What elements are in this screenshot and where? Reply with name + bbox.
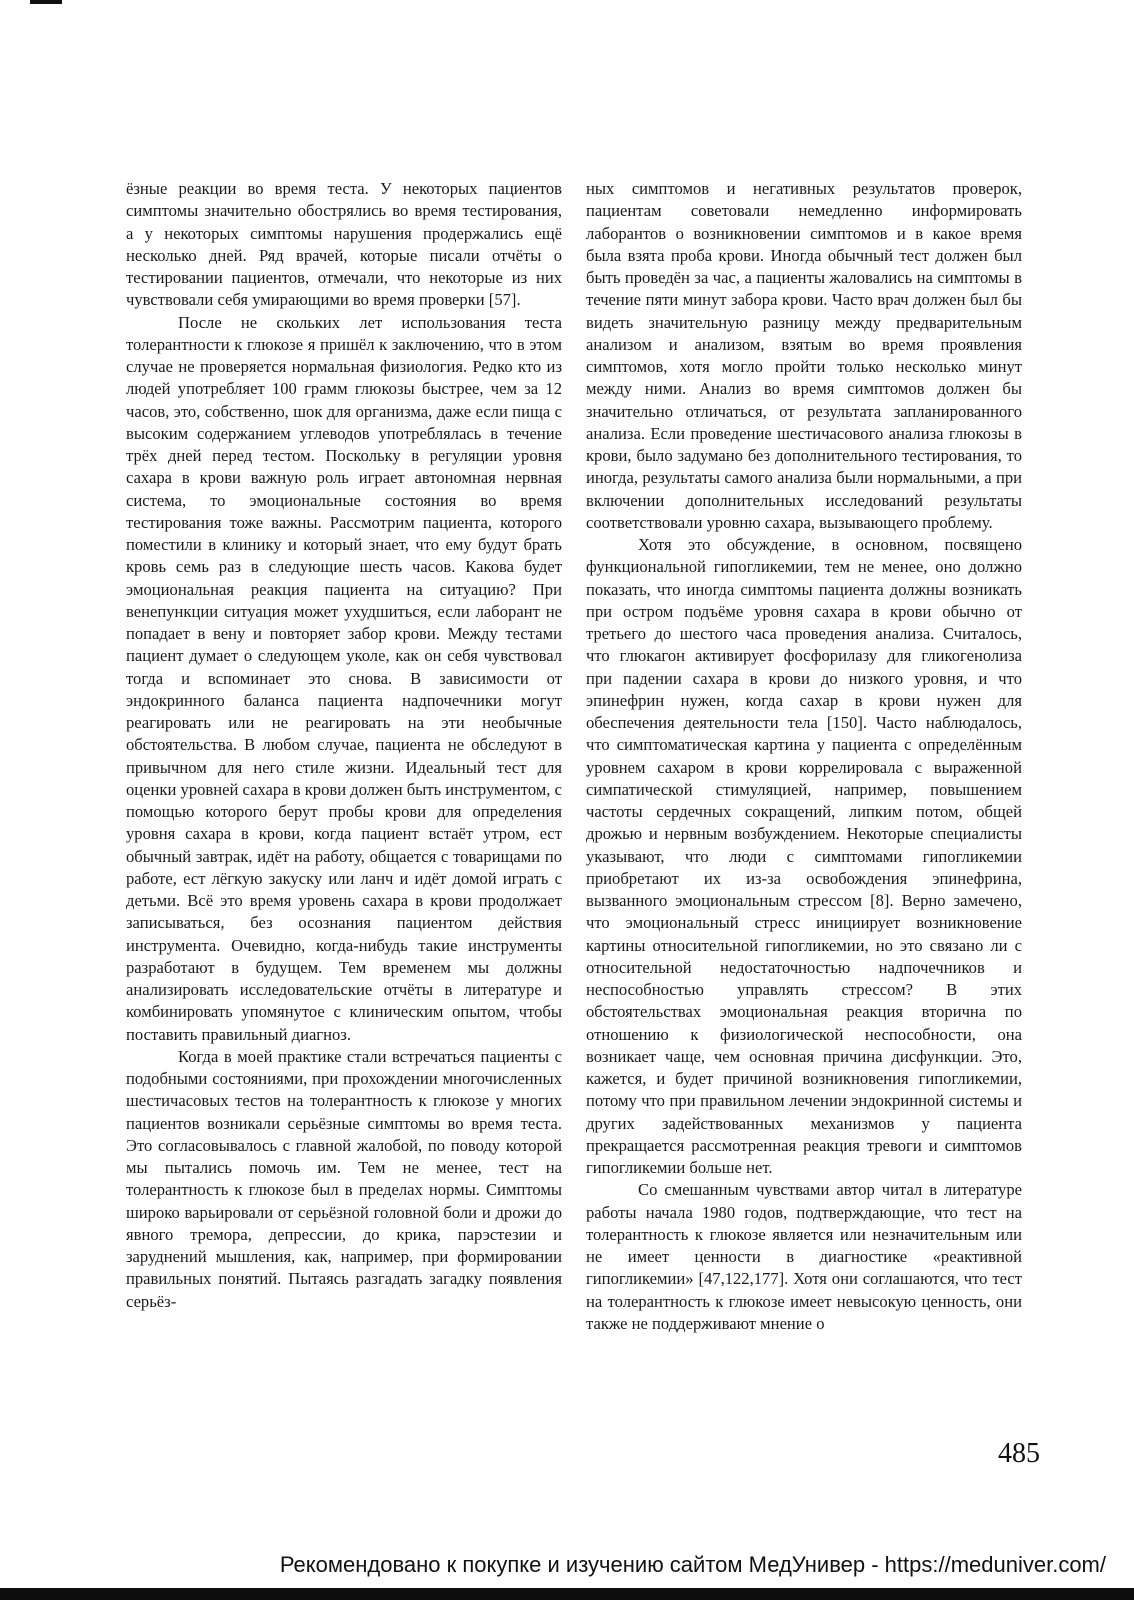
scan-bottom-border — [0, 1588, 1134, 1600]
right-text-column — [586, 178, 1022, 1335]
footer-recommendation: Рекомендовано к покупке и изучению сайтом МедУнивер - https://meduniver.com/ — [279, 1552, 1106, 1577]
left-paragraph-1: ёзные реакции во время теста. У некоторых пациентов симптомы значительно обострялись во время тестирования, а у некоторых симптомы нарушения продержались ещё несколько дней. Ряд врачей, которые писали отчёты о тестировании пациентов, отмечали, что некоторые из них чувствовали себя умирающими во время проверки [57]. — [126, 179, 562, 310]
right-paragraph-1: ных симптомов и негативных результатов проверок, пациентам советовали немедленно информировать лаборантов о возникновении симптомов и в какое время была взята проба крови. Иногда обычный тест должен был быть проведён за час, а пациенты жаловались на симптомы в течение пяти минут забора крови. Часто врач должен был бы видеть значительную разницу между предварительным анализом и анализом, взятым во время проявления симптомов, хотя могло пройти только несколько минут между ними. Анализ во время симптомов должен бы значительно отличаться, от результата запланированного анализа. Если проведение шестичасового анализа глюкозы в крови, было задумано без дополнительного тестирования, то иногда, результаты самого анализа были нормальными, а при включении дополнительных исследований результаты соответствовали уровню сахара, вызывающего проблему. — [586, 179, 1022, 532]
left-paragraph-2: После не скольких лет использования теста толерантности к глюкозе я пришёл к заключению, что в этом случае не проверяется нормальная физиология. Редко кто из людей употребляет 100 грамм глюкозы быстрее, чем за 12 часов, это, собственно, шок для организма, даже если пища с высоким содержанием углеводов употреблялась в течение трёх дней перед тестом. Поскольку в регуляции уровня сахара в крови важную роль играет автономная нервная система, то эмоциональные состояния во время тестирования тоже важны. Рассмотрим пациента, которого поместили в клинику и который знает, что ему будут брать кровь семь раз в следующие шесть часов. Какова будет эмоциональная реакция пациента на ситуацию? При венепункции ситуация может ухудшиться, если лаборант не попадает в вену и повторяет забор крови. Между тестами пациент думает о следующем уколе, как он себя чувствовал тогда и вспоминает это снова. В зависимости от эндокринного баланса пациента надпочечники могут реагировать или не реагировать на эти необычные обстоятельства. В любом случае, пациента не обследуют в привычном для него стиле жизни. Идеальный тест для оценки уровней сахара в крови должен быть инструментом, с помощью которого берут пробы крови для определения уровня сахара в крови, когда пациент встаёт утром, ест обычный завтрак, идёт на работу, общается с товарищами по работе, ест лёгкую закуску или ланч и идёт домой играть с детьми. Всё это время уровень сахара в крови продолжает записываться, без осознания пациентом действия инструмента. Очевидно, когда-нибудь такие инструменты разработают в будущем. Тем временем мы должны анализировать исследовательские отчёты в литературе и комбинировать упомянутое с клиническим опытом, чтобы поставить правильный диагноз. — [126, 312, 562, 1044]
right-paragraph-3: Со смешанным чувствами автор читал в литературе работы начала 1980 годов, подтверждающие, что тест на толерантность к глюкозе является или незначительным или не имеет ценности в диагностике «реактивной гипогликемии» [47,122,177]. Хотя они соглашаются, что тест на толерантность к глюкозе имеет невысокую ценность, они также не поддерживают мнение о — [586, 1180, 1022, 1333]
right-paragraph-2: Хотя это обсуждение, в основном, посвящено функциональной гипогликемии, тем не менее, оно должно показать, что иногда симптомы пациента должны возникать при остром подъёме уровня сахара в крови обычно от третьего до шестого часа проведения анализа. Считалось, что глюкагон активирует фосфорилазу для гликогенолиза при падении сахара в крови до низкого уровня, и что эпинефрин нужен, когда сахар в крови нужен для обеспечения деятельности тела [150]. Часто наблюдалось, что симптоматическая картина у пациента с определённым уровнем сахаром в крови коррелировала с выраженной симпатической стимуляцией, например, повышением частоты сердечных сокращений, липким потом, общей дрожью и нервным возбуждением. Некоторые специалисты указывают, что люди с симптомами гипогликемии приобретают их из-за освобождения эпинефрина, вызванного эмоциональным стрессом [8]. Верно замечено, что эмоциональный стресс инициирует возникновение картины относительной гипогликемии, но это связано ли с относительной недостаточностью надпочечников и неспособностью управлять стрессом? В этих обстоятельствах эмоциональная реакция вторична по отношению к физиологической неспособности, она возникает чаще, чем основная причина дисфункции. Это, кажется, и будет причиной возникновения гипогликемии, потому что при правильном лечении эндокринной системы и других задействованных механизмов у пациента прекращается рассмотренная реакция тревоги и симптомов гипогликемии больше нет. — [586, 535, 1022, 1177]
page-number: 485 — [998, 1438, 1040, 1469]
left-paragraph-3: Когда в моей практике стали встречаться пациенты с подобными состояниями, при прохождении многочисленных шестичасовых тестов на толерантность к глюкозе у многих пациентов возникали серьёзные симптомы во время теста. Это согласовывалось с главной жалобой, по поводу которой мы пытались помочь им. Тем не менее, тест на толерантность к глюкозе был в пределах нормы. Симптомы широко варьировали от серьёзной головной боли и дрожи до явного тремора, депрессии, до крика, парэстезии и заруднений мышления, как, например, при формировании правильных понятий. Пытаясь разгадать загадку появления серьёз- — [126, 1046, 562, 1311]
scan-corner-mark — [30, 0, 62, 4]
left-text-column — [126, 178, 562, 1313]
